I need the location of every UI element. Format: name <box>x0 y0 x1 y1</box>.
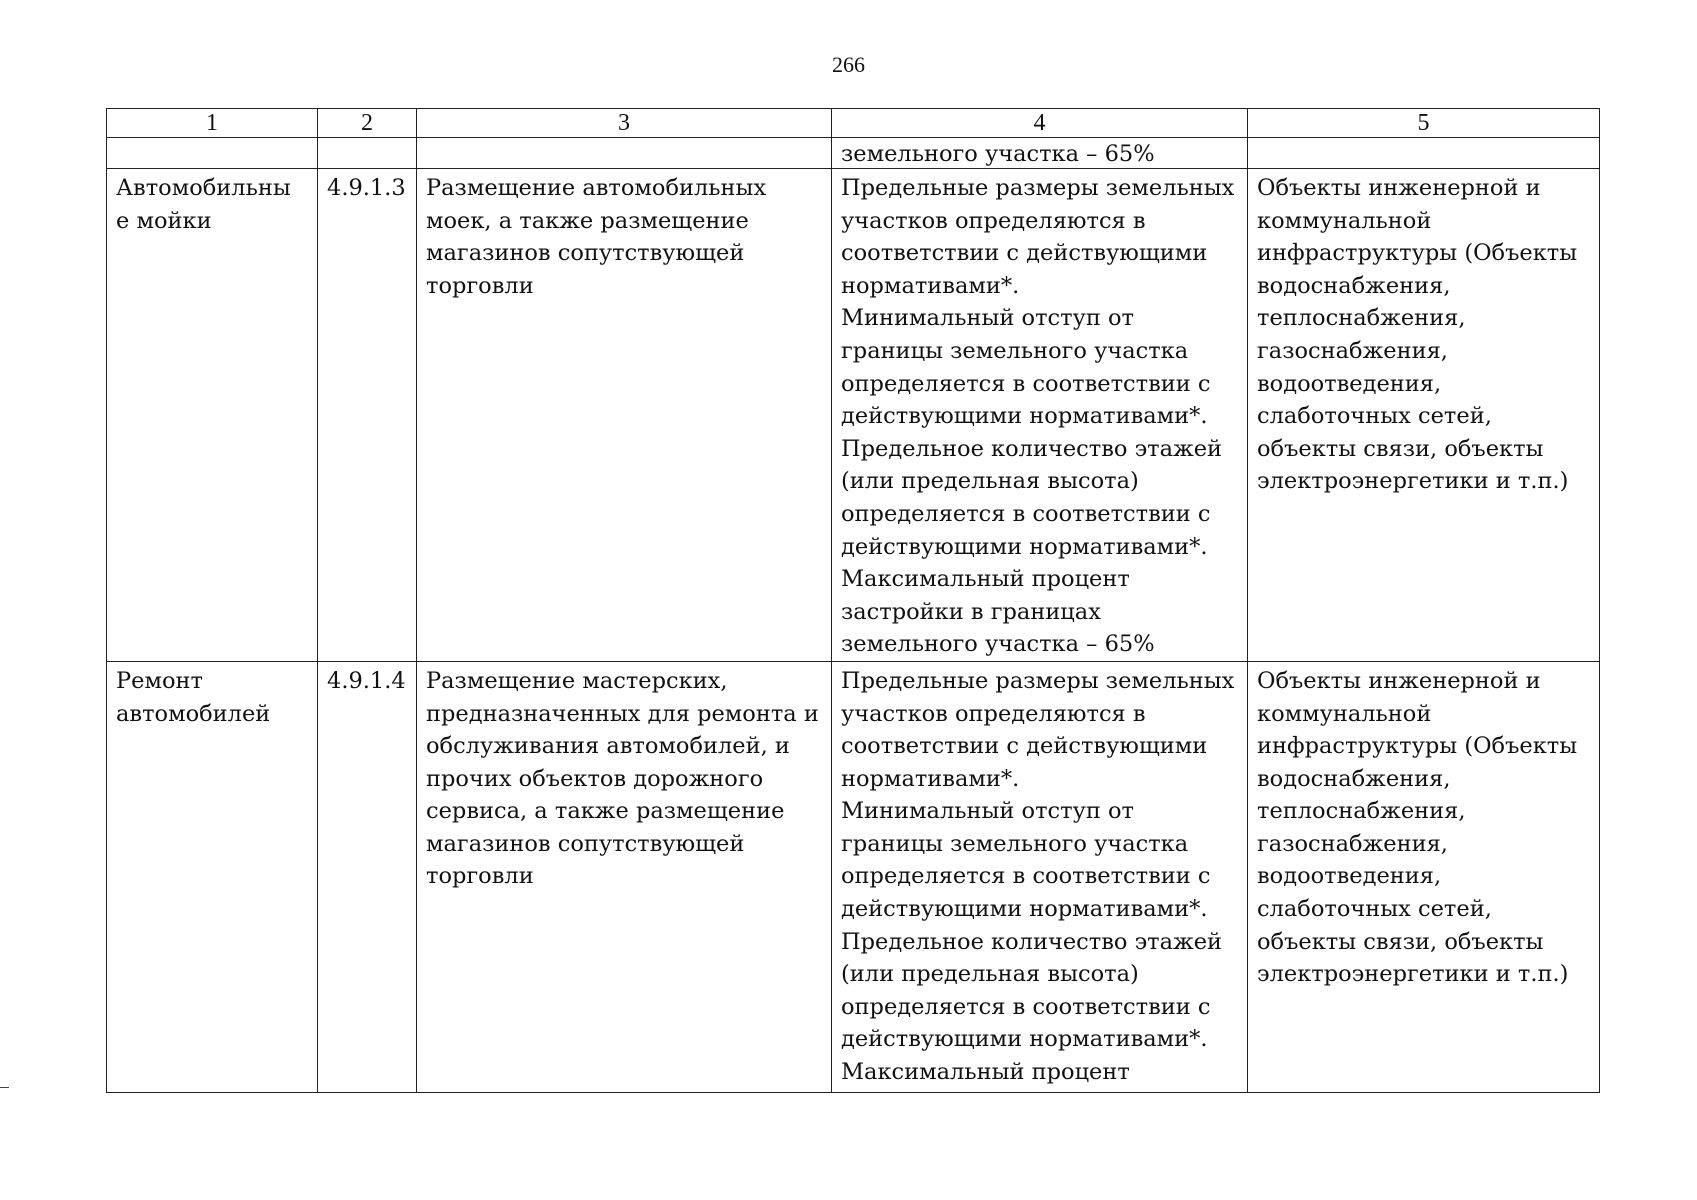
continuation-cell-5 <box>1248 138 1600 169</box>
regulations-table <box>106 108 1600 1093</box>
use-type-description: Размещение мастерских, предназначенных для ремонта и обслуживания автомобилей, и прочих объектов дорожного сервиса, а также размещение магазинов сопутствующей торговли <box>417 661 832 1092</box>
table-row <box>107 169 1600 662</box>
use-type-code: 4.9.1.3 <box>318 169 417 662</box>
header-col-4: 4 <box>832 109 1248 138</box>
use-type-parameters: Предельные размеры земельных участков определяются в соответствии с действующими нормативами*. Минимальный отступ от границы земельного участка определяется в соответствии с действующими нормативами*. Предельное количество этажей (или предельная высота) определяется в соответствии с действующими нормативами*. Максимальный процент <box>832 661 1248 1092</box>
continuation-cell-2 <box>318 138 417 169</box>
margin-mark <box>0 1087 9 1088</box>
use-type-parameters: Предельные размеры земельных участков определяются в соответствии с действующими нормативами*. Минимальный отступ от границы земельного участка определяется в соответствии с действующими нормативами*. Предельное количество этажей (или предельная высота) определяется в соответствии с действующими нормативами*. Максимальный процент застройки в границах земельного участка – 65% <box>832 169 1248 662</box>
header-col-3: 3 <box>417 109 832 138</box>
use-type-name: Ремонт автомобилей <box>107 661 318 1092</box>
use-type-name: Автомобильны е мойки <box>107 169 318 662</box>
page-number: 266 <box>832 52 865 77</box>
continuation-cell-3 <box>417 138 832 169</box>
continuation-cell-1 <box>107 138 318 169</box>
header-col-5: 5 <box>1248 109 1600 138</box>
use-type-auxiliary: Объекты инженерной и коммунальной инфраструктуры (Объекты водоснабжения, теплоснабжения, газоснабжения, водоотведения, слаботочных сетей, объекты связи, объекты электроэнергетики и т.п.) <box>1248 169 1600 662</box>
table-header-row <box>107 109 1600 138</box>
header-col-2: 2 <box>318 109 417 138</box>
continuation-row <box>107 138 1600 169</box>
use-type-auxiliary: Объекты инженерной и коммунальной инфраструктуры (Объекты водоснабжения, теплоснабжения, газоснабжения, водоотведения, слаботочных сетей, объекты связи, объекты электроэнергетики и т.п.) <box>1248 661 1600 1092</box>
continuation-cell-4: земельного участка – 65% <box>832 138 1248 169</box>
use-type-code: 4.9.1.4 <box>318 661 417 1092</box>
use-type-description: Размещение автомобильных моек, а также размещение магазинов сопутствующей торговли <box>417 169 832 662</box>
table-row <box>107 661 1600 1092</box>
header-col-1: 1 <box>107 109 318 138</box>
